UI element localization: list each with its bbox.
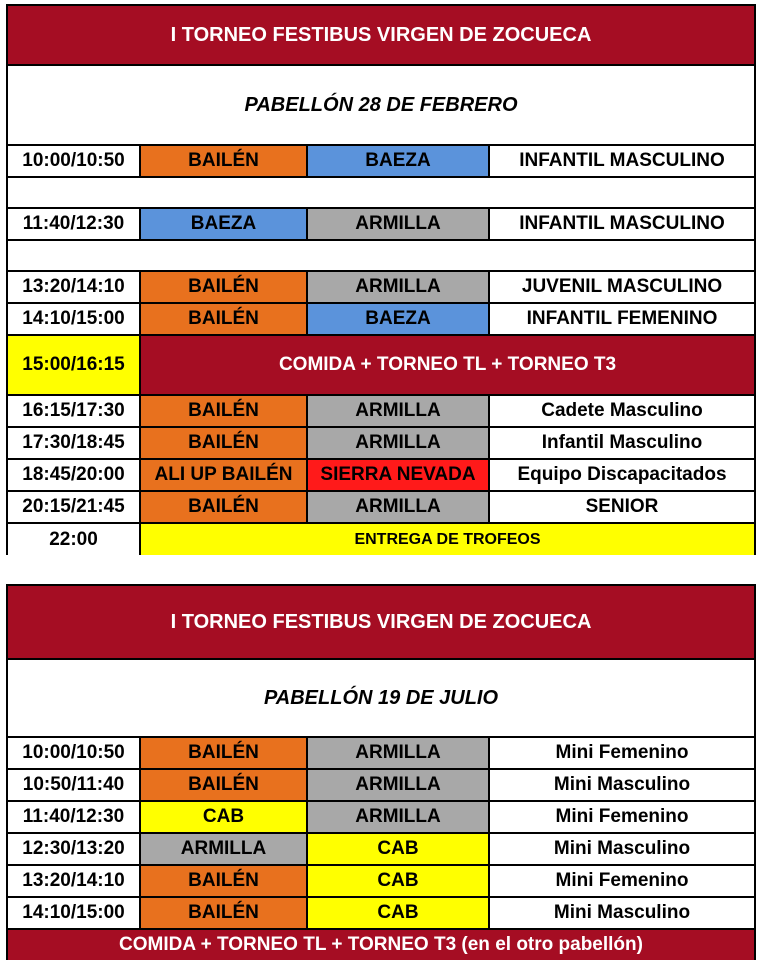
match-row	[8, 866, 754, 898]
schedule-pabellon-19-julio	[6, 584, 756, 960]
match-time: 14:10/15:00	[8, 898, 141, 928]
team-home: BAILÉN	[141, 738, 308, 768]
match-time: 10:50/11:40	[8, 770, 141, 800]
team-away: BAEZA	[308, 304, 490, 334]
match-category: JUVENIL MASCULINO	[490, 272, 754, 302]
match-time: 18:45/20:00	[8, 460, 141, 490]
spacer	[8, 178, 754, 207]
match-row	[8, 802, 754, 834]
team-home: BAEZA	[141, 209, 308, 239]
match-row	[8, 209, 754, 241]
match-category: INFANTIL FEMENINO	[490, 304, 754, 334]
match-time: 20:15/21:45	[8, 492, 141, 522]
team-home: ALI UP BAILÉN	[141, 460, 308, 490]
match-row	[8, 492, 754, 524]
match-row	[8, 428, 754, 460]
tournament-title: I TORNEO FESTIBUS VIRGEN DE ZOCUECA	[8, 586, 754, 658]
venue-row	[8, 660, 754, 738]
team-home: BAILÉN	[141, 146, 308, 176]
match-category: Mini Femenino	[490, 866, 754, 896]
match-time: 10:00/10:50	[8, 146, 141, 176]
match-row	[8, 304, 754, 336]
break-time: 15:00/16:15	[8, 336, 141, 394]
match-category: Mini Masculino	[490, 898, 754, 928]
schedule-pabellon-28-febrero	[6, 4, 756, 555]
team-home: BAILÉN	[141, 396, 308, 426]
match-category: INFANTIL MASCULINO	[490, 146, 754, 176]
venue-row	[8, 66, 754, 146]
team-away: CAB	[308, 898, 490, 928]
match-time: 11:40/12:30	[8, 209, 141, 239]
match-row	[8, 396, 754, 428]
match-time: 17:30/18:45	[8, 428, 141, 458]
team-home: BAILÉN	[141, 272, 308, 302]
team-away: ARMILLA	[308, 802, 490, 832]
team-home: BAILÉN	[141, 492, 308, 522]
match-category: Mini Femenino	[490, 802, 754, 832]
match-row	[8, 770, 754, 802]
match-row	[8, 834, 754, 866]
team-away: ARMILLA	[308, 272, 490, 302]
team-home: BAILÉN	[141, 898, 308, 928]
team-away: CAB	[308, 834, 490, 864]
match-time: 11:40/12:30	[8, 802, 141, 832]
spacer-row	[8, 241, 754, 272]
match-category: INFANTIL MASCULINO	[490, 209, 754, 239]
match-category: Equipo Discapacitados	[490, 460, 754, 490]
footer-row	[8, 930, 754, 960]
match-category: Mini Masculino	[490, 770, 754, 800]
schedule-title-row	[8, 586, 754, 660]
match-time: 12:30/13:20	[8, 834, 141, 864]
match-row	[8, 460, 754, 492]
team-away: ARMILLA	[308, 770, 490, 800]
team-away: ARMILLA	[308, 209, 490, 239]
footer-event: COMIDA + TORNEO TL + TORNEO T3 (en el otro pabellón)	[8, 930, 754, 960]
match-row	[8, 898, 754, 930]
spacer	[8, 241, 754, 270]
match-category: Infantil Masculino	[490, 428, 754, 458]
match-category: Mini Masculino	[490, 834, 754, 864]
schedule-title-row	[8, 6, 754, 66]
match-row	[8, 272, 754, 304]
match-time: 16:15/17:30	[8, 396, 141, 426]
match-category: Mini Femenino	[490, 738, 754, 768]
match-time: 13:20/14:10	[8, 866, 141, 896]
awards-time: 22:00	[8, 524, 141, 555]
team-home: BAILÉN	[141, 304, 308, 334]
team-away: ARMILLA	[308, 428, 490, 458]
team-home: BAILÉN	[141, 866, 308, 896]
team-home: CAB	[141, 802, 308, 832]
spacer-row	[8, 178, 754, 209]
match-time: 14:10/15:00	[8, 304, 141, 334]
venue-title: PABELLÓN 19 DE JULIO	[8, 660, 754, 736]
team-away: BAEZA	[308, 146, 490, 176]
team-away: ARMILLA	[308, 396, 490, 426]
team-away: ARMILLA	[308, 492, 490, 522]
awards-row	[8, 524, 754, 555]
awards-event: ENTREGA DE TROFEOS	[141, 524, 754, 555]
match-time: 10:00/10:50	[8, 738, 141, 768]
match-category: Cadete Masculino	[490, 396, 754, 426]
match-row	[8, 738, 754, 770]
break-event: COMIDA + TORNEO TL + TORNEO T3	[141, 336, 754, 394]
venue-title: PABELLÓN 28 DE FEBRERO	[8, 66, 754, 144]
match-category: SENIOR	[490, 492, 754, 522]
match-row	[8, 146, 754, 178]
team-home: BAILÉN	[141, 428, 308, 458]
team-away: SIERRA NEVADA	[308, 460, 490, 490]
tournament-title: I TORNEO FESTIBUS VIRGEN DE ZOCUECA	[8, 6, 754, 64]
match-time: 13:20/14:10	[8, 272, 141, 302]
team-away: CAB	[308, 866, 490, 896]
team-home: BAILÉN	[141, 770, 308, 800]
team-away: ARMILLA	[308, 738, 490, 768]
team-home: ARMILLA	[141, 834, 308, 864]
break-row	[8, 336, 754, 396]
